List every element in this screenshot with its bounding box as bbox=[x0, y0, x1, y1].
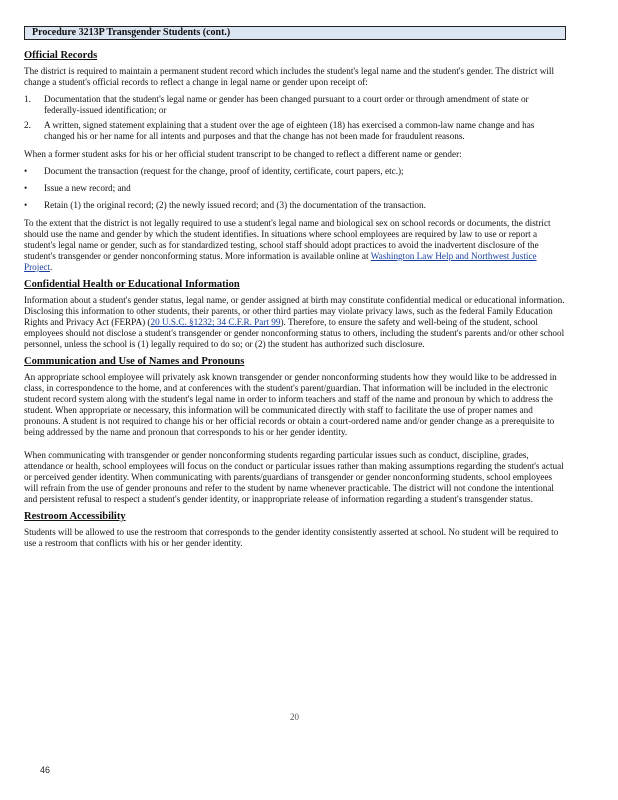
document-page bbox=[24, 26, 566, 555]
footer-number: 20 bbox=[290, 712, 299, 722]
bullet-icon: • bbox=[24, 166, 28, 176]
documentation-list bbox=[24, 94, 566, 142]
list-item: • Document the transaction (request for the change, proof of identity, certificate, court papers, etc.); bbox=[24, 166, 404, 176]
page-number: 46 bbox=[40, 765, 51, 775]
confidential-paragraph: Information about a student's gender status, legal name, or gender assigned at birth may constitute confidential medical or educational information. Disclosing this information to other students, their parents, or other third parties may violate privacy laws, such as the federal Family Education Rights and Privacy Act (FERPA) (20 U.S.C. §1232; 34 C.F.R. Part 99). Therefore, to ensure the safety and well-being of the student, school employees should not disclose a student's transgender or gender nonconforming status to others, including the student's parents and/or other school personnel, unless the school is (1) legally required to do so; or (2) the student has authorized such disclosure. bbox=[24, 295, 565, 349]
list-item: 1. Documentation that the student's legal name or gender has been changed pursuant to a court order or through amendment of state or federally-issued identification; or bbox=[24, 94, 529, 115]
confidential-section bbox=[24, 279, 566, 350]
official-records-heading: Official Records bbox=[24, 50, 98, 61]
restroom-heading: Restroom Accessibility bbox=[24, 511, 126, 522]
transcript-intro: When a former student asks for his or her official student transcript to be changed to reflect a different name or gender: bbox=[24, 149, 462, 159]
names-pronouns-section bbox=[24, 356, 566, 505]
bullet-icon: • bbox=[24, 200, 28, 210]
confidential-heading: Confidential Health or Educational Information bbox=[24, 279, 240, 290]
official-records-intro: The district is required to maintain a permanent student record which includes the student's legal name and the student's gender. The district will change a student's official records to reflect a change in legal name or gender upon receipt of: bbox=[24, 66, 555, 87]
restroom-section bbox=[24, 511, 566, 549]
procedure-header: Procedure 3213P Transgender Students (cont.) bbox=[24, 26, 566, 40]
list-item: • Issue a new record; and bbox=[24, 183, 131, 193]
legal-name-paragraph: To the extent that the district is not legally required to use a student's legal name and biological sex on school records or documents, the district should use the name and gender by which the student identifies. In situations where school employees are required by law to use or report a student's legal name or gender, such as for standardized testing, school staff should adopt practices to avoid the inadvertent disclosure of the student's transgender or gender nonconforming status. More information is available online at Washington Law Help and Northwest Justice Project. bbox=[24, 218, 551, 272]
bullet-icon: • bbox=[24, 183, 28, 193]
restroom-paragraph: Students will be allowed to use the restroom that corresponds to the gender identity consistently asserted at school. No student will be required to use a restroom that conflicts with his or her gender identity. bbox=[24, 527, 559, 548]
names-pronouns-heading: Communication and Use of Names and Pronouns bbox=[24, 356, 245, 367]
names-paragraph-2: When communicating with transgender or gender nonconforming students regarding particular issues such as conduct, discipline, grades, attendance or health, school employees will focus on the conduct or particular issues rather than making assumptions regarding the student's actual or perceived gender identity. When communicating with parents/guardians of transgender or gender nonconforming students, school employees will refrain from the use of gender pronouns and refer to the student by name whenever practicable. The district will not condone the intentional and persistent refusal to respect a student's gender identity, or inappropriate release of information regarding a student's transgender status. bbox=[24, 450, 564, 504]
ferpa-citation-link[interactable]: 20 U.S.C. §1232; 34 C.F.R. Part 99 bbox=[150, 317, 281, 327]
list-item: 2. A written, signed statement explaining that a student over the age of eighteen (18) has exercised a common-law name change and has changed his or her name for all intents and purposes and that the change has not been made for fraudulent reasons. bbox=[24, 120, 535, 141]
transcript-steps-list bbox=[24, 166, 566, 211]
official-records-section bbox=[24, 50, 566, 273]
names-paragraph-1: An appropriate school employee will privately ask known transgender or gender nonconforming students how they would like to be addressed in class, in correspondence to the home, and at conferences with the student's parent/guardian. That information will be included in the electronic student record system along with the student's legal name in order to inform teachers and staff of the name and pronoun by which to address the student. When appropriate or necessary, this information will be communicated directly with staff to facilitate the use of proper names and pronouns. A student is not required to change his or her official records or obtain a court-ordered name and/or gender change as a prerequisite to being addressed by the name and pronoun that corresponds to his or her gender identity. bbox=[24, 372, 557, 437]
washington-law-help-link[interactable]: Washington Law Help and Northwest Justice Project bbox=[24, 251, 537, 272]
list-item: • Retain (1) the original record; (2) the newly issued record; and (3) the documentation of the transaction. bbox=[24, 200, 426, 210]
